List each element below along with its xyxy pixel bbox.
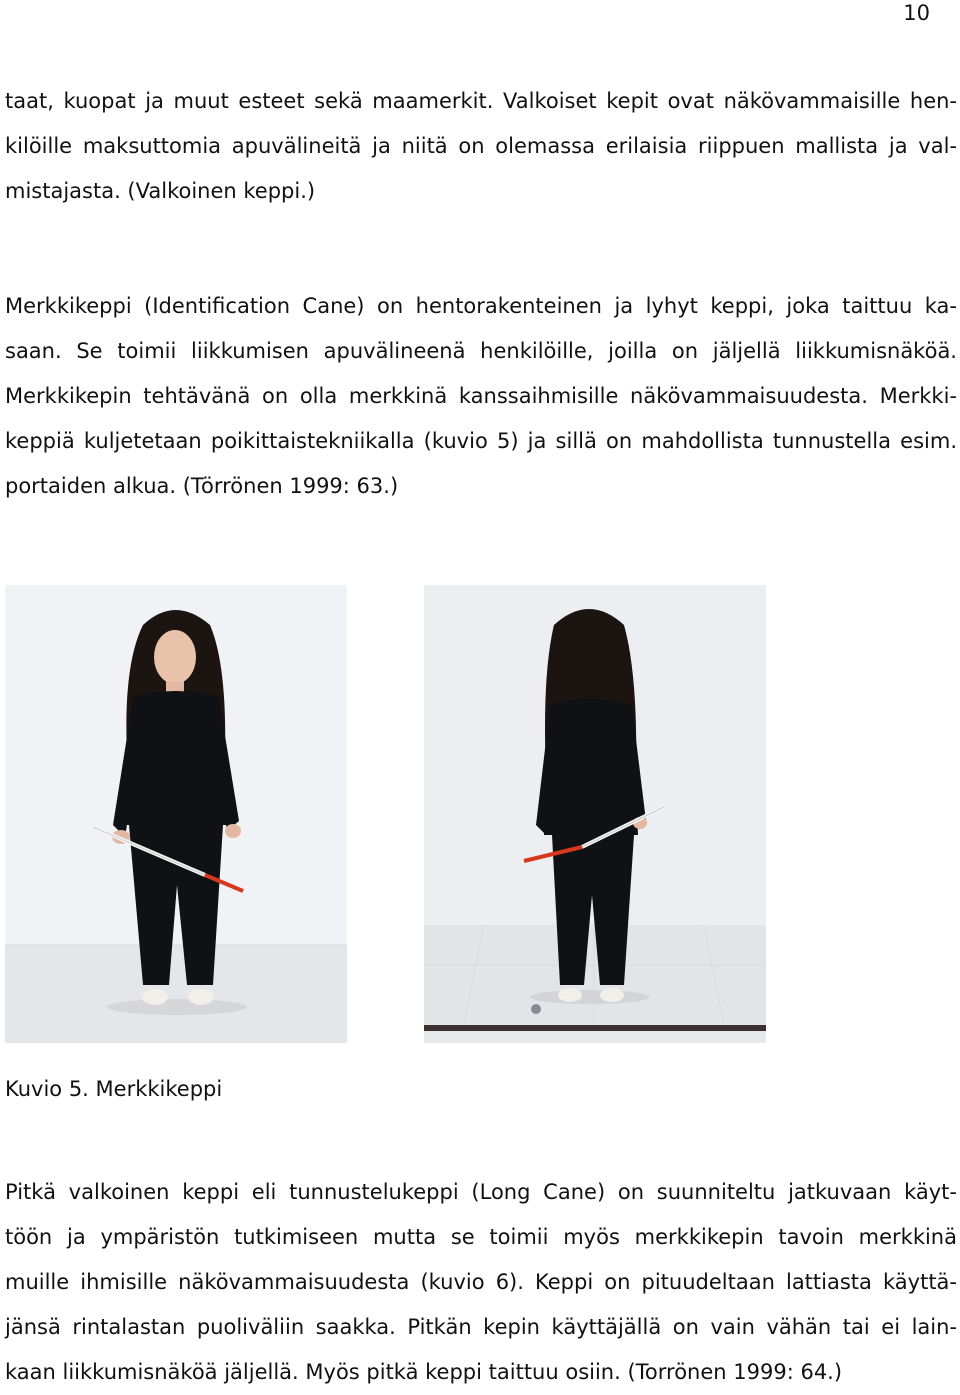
photo-back-illustration [424, 585, 766, 1043]
text-line: jänsä rintalastan puoliväliin saakka. Pitkän kepin käyttäjällä on vain vähän tai ei lain- [5, 1315, 957, 1339]
page-number: 10 [903, 1, 930, 25]
text-line: töön ja ympäristön tutkimiseen mutta se toimii myös merkkikepin tavoin merkkinä [5, 1225, 957, 1249]
text-line: taat, kuopat ja muut esteet sekä maamerkit. Valkoiset kepit ovat näkövammaisille hen- [5, 89, 957, 113]
paragraph-identification-cane [5, 284, 957, 509]
paragraph-long-cane [5, 1170, 957, 1395]
text-line: Merkkikeppi (Identification Cane) on hentorakenteinen ja lyhyt keppi, joka taittuu ka- [5, 294, 957, 318]
text-line: Pitkä valkoinen keppi eli tunnustelukeppi (Long Cane) on suunniteltu jatkuvaan käyt- [5, 1180, 957, 1204]
photo-front-view [5, 585, 347, 1043]
text-line: portaiden alkua. (Törrönen 1999: 63.) [5, 474, 399, 498]
photo-front-illustration [5, 585, 347, 1043]
paragraph-white-canes [5, 79, 957, 214]
text-line: keppiä kuljetetaan poikittaistekniikalla (kuvio 5) ja sillä on mahdollista tunnustella esim. [5, 429, 957, 453]
figure-caption: Kuvio 5. Merkkikeppi [5, 1077, 223, 1101]
text-line: kilöille maksuttomia apuvälineitä ja niitä on olemassa erilaisia riippuen mallista ja val- [5, 134, 957, 158]
text-line: kaan liikkumisnäköä jäljellä. Myös pitkä keppi taittuu osiin. (Torrönen 1999: 64.) [5, 1360, 843, 1384]
photo-back-view [424, 585, 766, 1043]
text-line: muille ihmisille näkövammaisuudesta (kuvio 6). Keppi on pituudeltaan lattiasta käyttä- [5, 1270, 957, 1294]
text-line: saan. Se toimii liikkumisen apuvälineenä henkilöille, joilla on jäljellä liikkumisnäköä. [5, 339, 957, 363]
text-line: mistajasta. (Valkoinen keppi.) [5, 179, 316, 203]
text-line: Merkkikepin tehtävänä on olla merkkinä kanssaihmisille näkövammaisuudesta. Merkki- [5, 384, 957, 408]
